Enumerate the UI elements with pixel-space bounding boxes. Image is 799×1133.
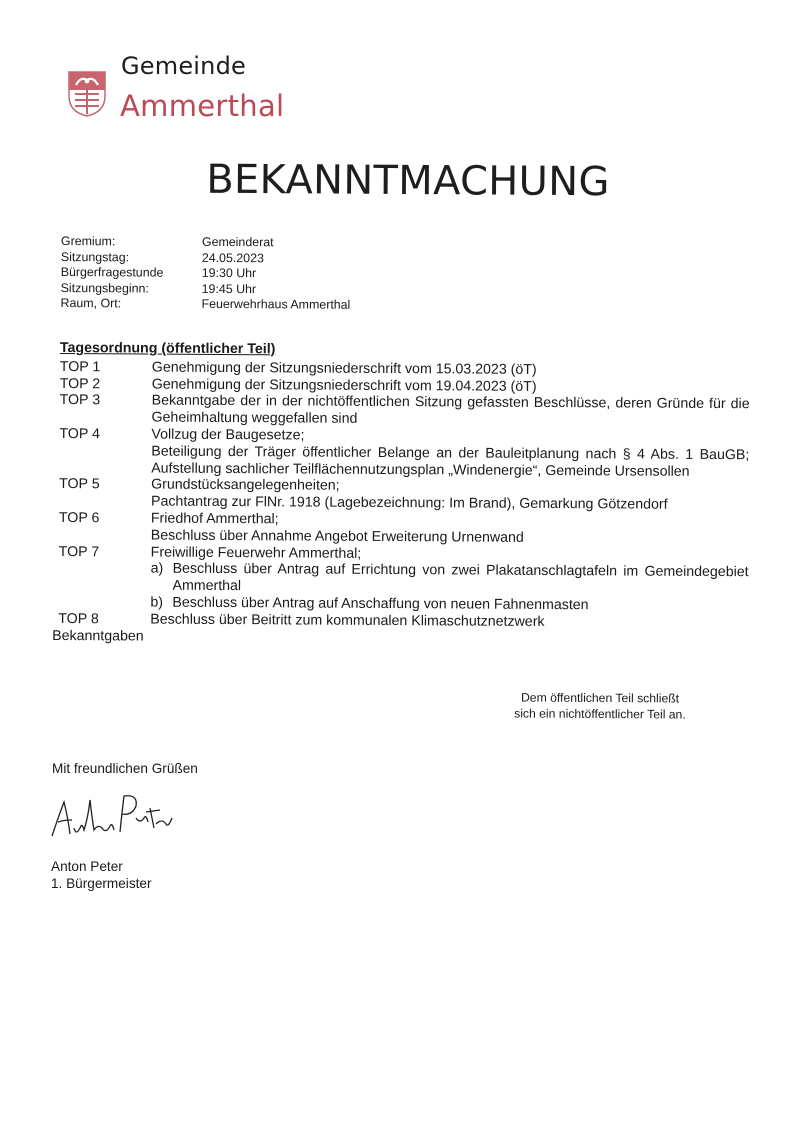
agenda-item-label: TOP 3 — [59, 392, 101, 409]
agenda-subitem-text: Beschluss über Antrag auf Errichtung von zwei Plakatanschlagtafeln im Gemeindegebiet Ammerthal — [172, 561, 749, 595]
meta-label: Sitzungstag: — [60, 249, 130, 265]
agenda-item — [59, 392, 749, 430]
agenda-item-text: Beschluss über Annahme Angebot Erweiterung Urnenwand — [150, 527, 524, 546]
agenda-closing-item: Bekanntgaben — [52, 627, 144, 645]
meta-value: 19:45 Uhr — [201, 281, 257, 296]
meeting-details — [61, 234, 351, 314]
agenda-subitem-text: Beschluss über Antrag auf Anschaffung von neuen Fahnenmasten — [172, 594, 589, 614]
meta-label: Gremium: — [60, 234, 116, 249]
agenda-item-text: Beteiligung der Träger öffentlicher Belange an der Bauleitplanung nach § 4 Abs. 1 BauGB; Aufstellung sachlicher Teilflächennutzungsplan „Windenergie“, Gemeinde Ursensollen — [151, 443, 750, 480]
agenda-item — [59, 426, 749, 481]
agenda-item-text: Bekanntgabe der in der nichtöffentlichen Sitzung gefassten Beschlüsse, deren Gründe für die Geheimhaltung weggefallen sind — [151, 392, 750, 428]
meta-row — [61, 250, 351, 267]
signer-role: 1. Bürgermeister — [51, 876, 152, 891]
agenda-item-label: TOP 6 — [58, 509, 100, 527]
org-name-line2: Ammerthal — [120, 89, 285, 123]
agenda-item — [59, 510, 749, 548]
meta-row — [61, 234, 351, 251]
page-title: BEKANNTMACHUNG — [206, 156, 610, 206]
agenda-item-text: Beschluss über Beitritt zum kommunalen Klimaschutznetzwerk — [150, 611, 545, 630]
meta-label: Raum, Ort: — [60, 296, 122, 311]
agenda-item-label: TOP 7 — [58, 543, 100, 560]
agenda-item-text: Genehmigung der Sitzungsniederschrift vom 15.03.2023 (öT) — [151, 359, 537, 378]
agenda-item-label: TOP 5 — [59, 476, 100, 493]
agenda-subitem-letter: b) — [150, 594, 164, 611]
meta-value: 24.05.2023 — [201, 250, 264, 265]
signer-block — [51, 858, 151, 892]
signer-name: Anton Peter — [51, 859, 123, 874]
agenda-item-label: TOP 4 — [59, 425, 100, 443]
agenda-item-label: TOP 1 — [59, 358, 101, 376]
agenda-subitem — [150, 561, 748, 598]
nonpublic-note-line2: sich ein nichtöffentlicher Teil an. — [514, 706, 686, 722]
agenda-item-label: TOP 8 — [58, 610, 99, 627]
agenda-item-text: Grundstücksangelegenheiten; — [151, 476, 340, 495]
handwritten-signature-icon — [48, 788, 178, 846]
meta-value: Gemeinderat — [201, 234, 274, 250]
meta-row — [61, 296, 351, 313]
agenda-item-label: TOP 2 — [59, 375, 101, 392]
agenda — [52, 340, 750, 649]
agenda-item-text: Freiwillige Feuerwehr Ammerthal; — [150, 544, 362, 562]
agenda-subitem-letter: a) — [150, 560, 164, 577]
org-name-line1: Gemeinde — [121, 52, 246, 80]
meta-value: Feuerwehrhaus Ammerthal — [201, 297, 351, 313]
nonpublic-note-line1: Dem öffentlichen Teil schließt — [520, 690, 680, 706]
meta-row — [61, 281, 351, 298]
meta-value: 19:30 Uhr — [201, 266, 257, 281]
meta-row — [61, 265, 351, 282]
greeting: Mit freundlichen Grüßen — [52, 761, 198, 776]
agenda-heading: Tagesordnung (öffentlicher Teil) — [59, 340, 276, 358]
municipal-crest-icon — [67, 70, 107, 118]
agenda-item-text: Genehmigung der Sitzungsniederschrift vom 19.04.2023 (öT) — [151, 376, 537, 395]
agenda-item — [59, 476, 749, 514]
agenda-item-text: Friedhof Ammerthal; — [150, 510, 279, 528]
nonpublic-note — [505, 689, 695, 722]
agenda-item — [58, 544, 748, 615]
agenda-item-text: Vollzug der Baugesetze; — [151, 426, 305, 444]
meta-label: Bürgerfragestunde — [60, 265, 164, 280]
meta-label: Sitzungsbeginn: — [60, 280, 149, 296]
agenda-item-text: Pachtantrag zur FlNr. 1918 (Lagebezeichnung: Im Brand), Gemarkung Götzendorf — [150, 493, 668, 513]
